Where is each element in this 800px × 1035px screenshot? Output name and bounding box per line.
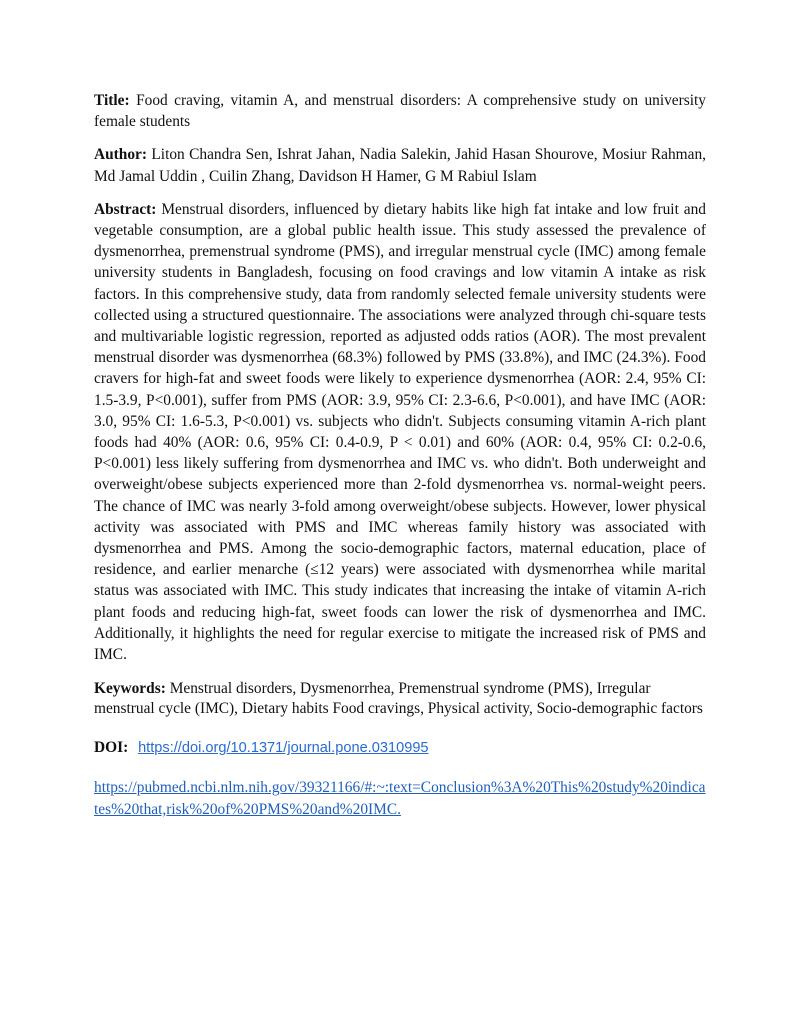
doi-link[interactable]: https://doi.org/10.1371/journal.pone.0310995 bbox=[138, 740, 429, 757]
doi-section bbox=[94, 737, 706, 759]
keywords-section bbox=[94, 679, 706, 719]
title-label: Title: bbox=[94, 92, 130, 109]
pubmed-link[interactable]: https://pubmed.ncbi.nlm.nih.gov/39321166/#:~:text=Conclusion%3A%20This%20study%20indicates%20that,risk%20of%20PMS%20and%20IMC. bbox=[94, 779, 706, 818]
abstract-section bbox=[94, 199, 706, 665]
title-section bbox=[94, 90, 706, 132]
author-text: Liton Chandra Sen, Ishrat Jahan, Nadia Salekin, Jahid Hasan Shourove, Mosiur Rahman, Md Jamal Uddin , Cuilin Zhang, Davidson H Hamer, G M Rabiul Islam bbox=[94, 146, 706, 185]
keywords-text: Menstrual disorders, Dysmenorrhea, Premenstrual syndrome (PMS), Irregular menstrual cycle (IMC), Dietary habits Food cravings, Physical activity, Socio-demographic factors bbox=[94, 680, 703, 718]
title-text: Food craving, vitamin A, and menstrual disorders: A comprehensive study on university female students bbox=[94, 92, 706, 131]
doi-label: DOI: bbox=[94, 739, 129, 757]
document-page bbox=[94, 90, 706, 820]
author-section bbox=[94, 144, 706, 186]
author-label: Author: bbox=[94, 146, 148, 164]
keywords-label: Keywords: bbox=[94, 680, 166, 698]
abstract-text: Menstrual disorders, influenced by dietary habits like high fat intake and low fruit and vegetable consumption, are a global public health issue. This study assessed the prevalence of dysmenorrhea, premenstrual syndrome (PMS), and irregular menstrual cycle (IMC) among female university students in Bangladesh, focusing on food cravings and low vitamin A intake as risk factors. In this comprehensive study, data from randomly selected female university students were collected using a structured questionnaire. The associations were analyzed through chi-square tests and multivariable logistic regression, reported as adjusted odds ratios (AOR). The most prevalent menstrual disorder was dysmenorrhea (68.3%) followed by PMS (33.8%), and IMC (24.3%). Food cravers for high-fat and sweet foods were likely to experience dysmenorrhea (AOR: 2.4, 95% CI: 1.5-3.9, P<0.001), suffer from PMS (AOR: 3.9, 95% CI: 2.3-6.6, P<0.001), and have IMC (AOR: 3.0, 95% CI: 1.6-5.3, P<0.001) vs. subjects who didn't. Subjects consuming vitamin A-rich plant foods had 40% (AOR: 0.6, 95% CI: 0.4-0.9, P < 0.01) and 60% (AOR: 0.4, 95% CI: 0.2-0.6, P<0.001) less likely suffering from dysmenorrhea and IMC vs. who didn't. Both underweight and overweight/obese subjects experienced more than 2-fold dysmenorrhea vs. normal-weight peers. The chance of IMC was nearly 3-fold among overweight/obese subjects. However, lower physical activity was associated with PMS and IMC whereas family history was associated with dysmenorrhea and PMS. Among the socio-demographic factors, maternal education, place of residence, and earlier menarche (≤12 years) were associated with dysmenorrhea while marital status was associated with IMC. This study indicates that increasing the intake of vitamin A-rich plant foods and reducing high-fat, sweet foods can lower the risk of dysmenorrhea and IMC. Additionally, it highlights the need for regular exercise to mitigate the increased risk of PMS and IMC. bbox=[94, 200, 706, 664]
abstract-label: Abstract: bbox=[94, 200, 157, 218]
